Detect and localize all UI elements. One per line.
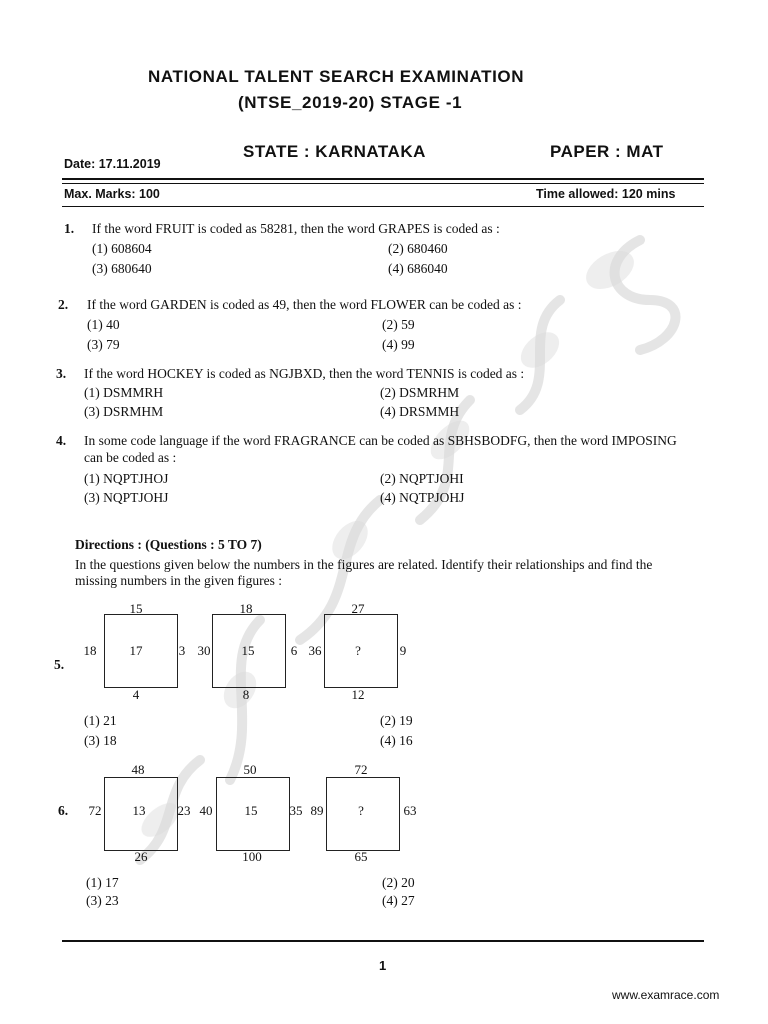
figure-top: 27 — [351, 601, 365, 616]
figure-top: 15 — [129, 601, 143, 616]
option: (2) NQPTJOHI — [380, 471, 464, 486]
figure-left: 72 — [88, 803, 102, 818]
subheader-rule — [62, 206, 704, 207]
option: (1) 21 — [84, 713, 117, 728]
question-number: 2. — [58, 297, 69, 312]
option: (2) DSMRHM — [380, 385, 460, 400]
state-label: STATE : KARNATAKA — [243, 142, 426, 161]
figure-top: 48 — [131, 762, 145, 777]
figure-center: 15 — [241, 643, 255, 658]
figure-left: 18 — [83, 643, 97, 658]
question-number: 4. — [56, 433, 67, 448]
figure-right: 6 — [290, 643, 298, 658]
option: (2) 20 — [382, 875, 415, 890]
question-number: 6. — [58, 803, 69, 818]
option: (3) DSRMHM — [84, 404, 164, 419]
figure-top: 18 — [239, 601, 253, 616]
question-number: 3. — [56, 366, 67, 381]
figure-left: 89 — [310, 803, 324, 818]
exam-date: Date: 17.11.2019 — [64, 157, 161, 171]
figure-center: ? — [358, 803, 364, 818]
figure-left: 40 — [199, 803, 213, 818]
question-text-line1: In some code language if the word FRAGRANCE can be coded as SBHSBODFG, then the word IMPOSING — [84, 433, 677, 448]
option: (1) 608604 — [92, 241, 152, 256]
figure-bottom: 65 — [354, 849, 368, 864]
exam-title: NATIONAL TALENT SEARCH EXAMINATION — [148, 67, 525, 86]
figure-bottom: 12 — [351, 687, 365, 702]
option: (2) 19 — [380, 713, 413, 728]
figure-right: 63 — [403, 803, 417, 818]
option: (1) 17 — [86, 875, 119, 890]
directions-line2: missing numbers in the given figures : — [75, 573, 282, 588]
option: (3) NQPTJOHJ — [84, 490, 169, 505]
figure-right: 9 — [399, 643, 407, 658]
figure-right: 23 — [177, 803, 191, 818]
question-number: 1. — [64, 221, 75, 236]
header-rule-thick — [62, 178, 704, 180]
question-text: If the word FRUIT is coded as 58281, then the word GRAPES is coded as : — [92, 221, 500, 236]
question-text: If the word HOCKEY is coded as NGJBXD, then the word TENNIS is coded as : — [84, 366, 525, 381]
figure-bottom: 4 — [132, 687, 140, 702]
option: (2) 59 — [382, 317, 415, 332]
option: (4) 686040 — [388, 261, 448, 276]
option: (3) 680640 — [92, 261, 152, 276]
figure-center: 15 — [244, 803, 258, 818]
question-text-line2: can be coded as : — [84, 450, 177, 465]
question-number: 5. — [54, 657, 65, 672]
figure-top: 72 — [354, 762, 368, 777]
directions-line1: In the questions given below the numbers in the figures are related. Identify their relationships and find the — [75, 557, 653, 572]
option: (3) 79 — [87, 337, 120, 352]
option: (4) 16 — [380, 733, 413, 748]
page-number: 1 — [379, 958, 387, 973]
option: (3) 23 — [86, 893, 119, 908]
option: (3) 18 — [84, 733, 117, 748]
figure-top: 50 — [243, 762, 257, 777]
exam-subtitle: (NTSE_2019-20) STAGE -1 — [238, 93, 463, 112]
figure-left: 36 — [308, 643, 322, 658]
time-allowed: Time allowed: 120 mins — [536, 187, 676, 201]
option: (4) NQTPJOHJ — [380, 490, 465, 505]
figure-right: 35 — [289, 803, 303, 818]
figure-center: 17 — [129, 643, 143, 658]
figure-right: 3 — [178, 643, 186, 658]
figure-bottom: 26 — [134, 849, 148, 864]
figure-bottom: 100 — [242, 849, 262, 864]
option: (2) 680460 — [388, 241, 448, 256]
option: (4) DRSMMH — [380, 404, 460, 419]
option: (1) 40 — [87, 317, 120, 332]
paper-label: PAPER : MAT — [550, 142, 664, 161]
footer-rule — [62, 940, 704, 942]
option: (4) 99 — [382, 337, 415, 352]
website-link[interactable]: www.examrace.com — [612, 988, 720, 1002]
option: (4) 27 — [382, 893, 415, 908]
figure-center: 13 — [132, 803, 146, 818]
figure-left: 30 — [197, 643, 211, 658]
header-rule-thin — [62, 183, 704, 184]
figure-center: ? — [355, 643, 361, 658]
option: (1) NQPTJHOJ — [84, 471, 169, 486]
figure-bottom: 8 — [242, 687, 250, 702]
option: (1) DSMMRH — [84, 385, 164, 400]
directions-heading: Directions : (Questions : 5 TO 7) — [75, 537, 262, 552]
max-marks: Max. Marks: 100 — [64, 187, 160, 201]
question-text: If the word GARDEN is coded as 49, then the word FLOWER can be coded as : — [87, 297, 522, 312]
